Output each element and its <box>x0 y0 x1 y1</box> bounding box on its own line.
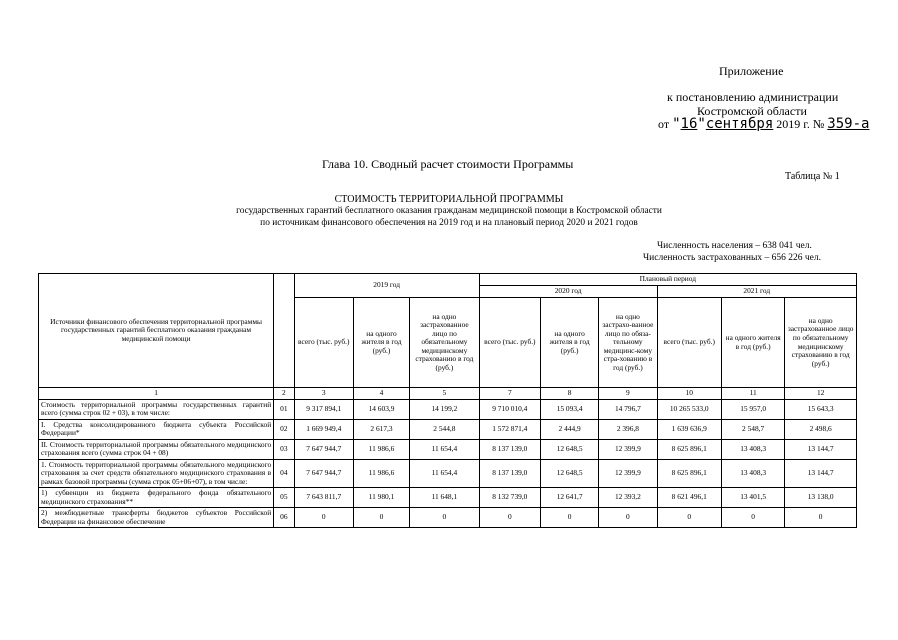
row-value: 10 265 533,0 <box>657 399 721 419</box>
population-count: Численность населения – 638 041 чел. <box>657 241 812 251</box>
row-value: 11 648,1 <box>410 488 480 508</box>
col-index: 3 <box>294 388 353 400</box>
row-value: 12 399,9 <box>599 459 657 488</box>
row-value: 11 986,6 <box>353 459 409 488</box>
row-code: 05 <box>274 488 294 508</box>
row-value: 1 572 871,4 <box>479 419 540 439</box>
table-row <box>39 459 857 488</box>
heading-line-3: по источникам финансового обеспечения на 2019 год и на плановый период 2020 и 2021 годов <box>260 218 638 228</box>
header-per-insured-2021: на одно застрахованное лицо по обязательному медицинскому страхованию в год (руб.) <box>785 298 857 388</box>
header-total-2019: всего (тыс. руб.) <box>294 298 353 388</box>
header-planned-period: Плановый период <box>479 274 856 286</box>
row-label: II. Стоимость территориальной программы обязательного медицинского страхования всего (сумма строк 04 + 08) <box>39 439 274 459</box>
row-code: 04 <box>274 459 294 488</box>
row-value: 9 317 894,1 <box>294 399 353 419</box>
row-value: 2 544,8 <box>410 419 480 439</box>
date-prefix: от <box>658 117 670 131</box>
row-label: Стоимость территориальной программы государственных гарантий всего (сумма строк 02 + 03), в том числе: <box>39 399 274 419</box>
header-per-insured-2020: на одно застрахо-ванное лицо по обяза-тельному медицинс-кому стра-хованию в год (руб.) <box>599 298 657 388</box>
row-value: 2 444,9 <box>541 419 599 439</box>
table-row <box>39 488 857 508</box>
header-year-2020: 2020 год <box>479 286 657 298</box>
header-total-2021: всего (тыс. руб.) <box>657 298 721 388</box>
row-value: 0 <box>294 508 353 528</box>
row-value: 13 408,3 <box>721 459 784 488</box>
row-value: 8 625 896,1 <box>657 459 721 488</box>
table-body <box>39 399 857 528</box>
row-value: 0 <box>599 508 657 528</box>
row-value: 12 399,9 <box>599 439 657 459</box>
header-total-2020: всего (тыс. руб.) <box>479 298 540 388</box>
row-value: 2 396,8 <box>599 419 657 439</box>
row-value: 8 137 139,0 <box>479 439 540 459</box>
row-value: 0 <box>785 508 857 528</box>
row-value: 0 <box>657 508 721 528</box>
row-value: 0 <box>479 508 540 528</box>
table-row <box>39 399 857 419</box>
row-value: 14 796,7 <box>599 399 657 419</box>
table-row <box>39 439 857 459</box>
appendix-line-2: Костромской области <box>697 104 807 118</box>
cost-table <box>38 273 857 528</box>
date-month: сентября <box>705 116 774 132</box>
header-year-2019: 2019 год <box>294 274 479 298</box>
row-value: 12 648,5 <box>541 459 599 488</box>
col-index: 11 <box>721 388 784 400</box>
header-per-resident-2020: на одного жителя в год (руб.) <box>541 298 599 388</box>
header-row-1 <box>39 274 857 286</box>
row-value: 1 669 949,4 <box>294 419 353 439</box>
row-value: 12 393,2 <box>599 488 657 508</box>
heading-line-1: СТОИМОСТЬ ТЕРРИТОРИАЛЬНОЙ ПРОГРАММЫ <box>334 194 564 205</box>
row-value: 12 641,7 <box>541 488 599 508</box>
row-value: 0 <box>353 508 409 528</box>
row-value: 0 <box>410 508 480 528</box>
col-index: 5 <box>410 388 480 400</box>
appendix-title: Приложение <box>719 64 784 78</box>
insured-count: Численность застрахованных – 656 226 чел. <box>643 253 821 263</box>
row-value: 12 648,5 <box>541 439 599 459</box>
row-label: 1. Стоимость территориальной программы обязательного медицинского страхования за счет средств обязательного медицинского страхования в рамках базовой программы (сумма строк 05+06+07), в том числе: <box>39 459 274 488</box>
row-value: 1 639 636,9 <box>657 419 721 439</box>
row-value: 13 401,5 <box>721 488 784 508</box>
row-value: 2 617,3 <box>353 419 409 439</box>
row-value: 9 710 010,4 <box>479 399 540 419</box>
row-value: 11 980,1 <box>353 488 409 508</box>
row-value: 14 199,2 <box>410 399 480 419</box>
row-value: 15 093,4 <box>541 399 599 419</box>
row-value: 2 498,6 <box>785 419 857 439</box>
row-value: 8 137 139,0 <box>479 459 540 488</box>
header-per-resident-2019: на одного жителя в год (руб.) <box>353 298 409 388</box>
row-code: 03 <box>274 439 294 459</box>
header-year-2021: 2021 год <box>657 286 856 298</box>
row-value: 2 548,7 <box>721 419 784 439</box>
row-label: I. Средства консолидированного бюджета субъекта Российской Федерации* <box>39 419 274 439</box>
row-value: 8 132 739,0 <box>479 488 540 508</box>
row-value: 8 625 896,1 <box>657 439 721 459</box>
row-value: 11 654,4 <box>410 459 480 488</box>
row-value: 14 603,9 <box>353 399 409 419</box>
row-value: 11 986,6 <box>353 439 409 459</box>
appendix-date <box>658 116 869 132</box>
col-index: 7 <box>479 388 540 400</box>
row-value: 7 647 944,7 <box>294 459 353 488</box>
column-index-row <box>39 388 857 400</box>
row-label: 2) межбюджетные трансферты бюджетов субъектов Российской Федерации на финансовое обеспечение <box>39 508 274 528</box>
row-code: 01 <box>274 399 294 419</box>
col-index: 4 <box>353 388 409 400</box>
header-code <box>274 274 294 388</box>
row-value: 15 957,0 <box>721 399 784 419</box>
header-per-resident-2021: на одного жителя в год (руб.) <box>721 298 784 388</box>
table-row <box>39 419 857 439</box>
row-value: 7 643 811,7 <box>294 488 353 508</box>
row-value: 13 408,3 <box>721 439 784 459</box>
row-value: 0 <box>541 508 599 528</box>
row-value: 15 643,3 <box>785 399 857 419</box>
date-day-value: 16 <box>680 116 698 132</box>
row-code: 02 <box>274 419 294 439</box>
col-index: 12 <box>785 388 857 400</box>
date-year: 2019 г. № <box>776 117 825 131</box>
date-day: "16" <box>672 116 706 132</box>
row-value: 13 138,0 <box>785 488 857 508</box>
chapter-title: Глава 10. Сводный расчет стоимости Программы <box>322 157 574 171</box>
row-value: 13 144,7 <box>785 459 857 488</box>
col-index: 10 <box>657 388 721 400</box>
row-value: 8 621 496,1 <box>657 488 721 508</box>
row-value: 0 <box>721 508 784 528</box>
row-value: 7 647 944,7 <box>294 439 353 459</box>
heading-line-2: государственных гарантий бесплатного оказания гражданам медицинской помощи в Костромской области <box>236 206 662 216</box>
row-code: 06 <box>274 508 294 528</box>
col-index: 8 <box>541 388 599 400</box>
row-value: 11 654,4 <box>410 439 480 459</box>
col-index: 1 <box>39 388 274 400</box>
row-label: 1) субвенции из бюджета федерального фонда обязательного медицинского страхования** <box>39 488 274 508</box>
col-index: 9 <box>599 388 657 400</box>
row-value: 13 144,7 <box>785 439 857 459</box>
table-row <box>39 508 857 528</box>
header-source: Источники финансового обеспечения территориальной программы государственных гарантий бесплатного оказания гражданам медицинской помощи <box>39 274 274 388</box>
appendix-line-1: к постановлению администрации <box>667 90 839 104</box>
doc-number: 359-а <box>827 116 870 132</box>
col-index: 2 <box>274 388 294 400</box>
header-per-insured-2019: на одно застрахованное лицо по обязательному медицинскому страхованию в год (руб.) <box>410 298 480 388</box>
table-label: Таблица № 1 <box>785 171 840 182</box>
